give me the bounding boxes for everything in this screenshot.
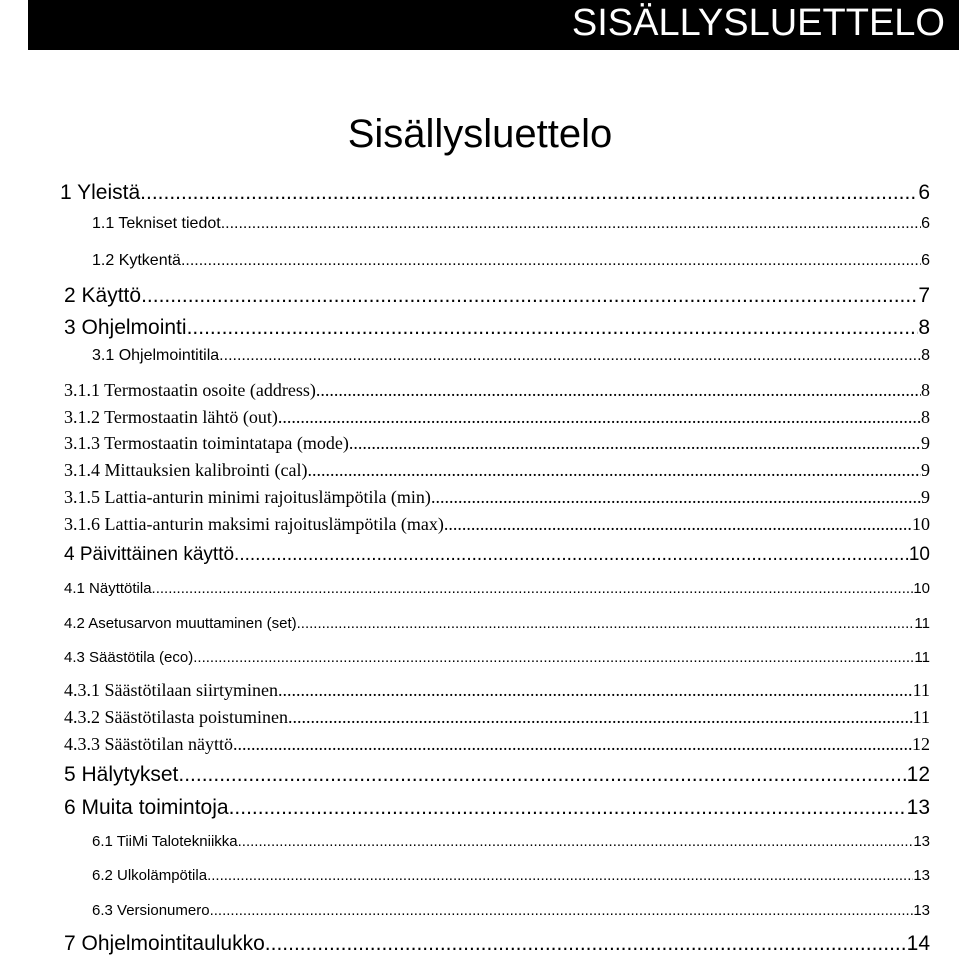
toc-entry-page: 9	[921, 487, 930, 507]
toc-entry[interactable]	[64, 931, 930, 957]
toc-entry-page: 11	[912, 680, 930, 700]
toc-entry[interactable]	[64, 613, 930, 635]
toc-entry-label: 3.1.3 Termostaatin toimintatapa (mode)	[64, 433, 349, 453]
toc-entry-page: 6	[921, 215, 930, 232]
toc-entry[interactable]	[92, 865, 930, 887]
toc-entry[interactable]	[92, 900, 930, 922]
toc-entry-page: 13	[913, 902, 930, 919]
toc-leader-dots	[229, 795, 907, 821]
toc-entry-page: 10	[913, 580, 930, 597]
toc-entry-label: 6 Muita toimintoja	[64, 796, 229, 819]
toc-entry-page: 11	[912, 707, 930, 727]
toc-entry-label: 3.1.1 Termostaatin osoite (address)	[64, 380, 316, 400]
toc-entry-page: 8	[921, 347, 930, 364]
toc-entry[interactable]	[64, 647, 930, 669]
toc-entry-page: 6	[918, 181, 930, 204]
toc-leader-dots	[316, 379, 921, 401]
toc-leader-dots	[207, 865, 913, 887]
toc-entry-page: 6	[921, 252, 930, 269]
toc-entry-label: 4 Päivittäinen käyttö	[64, 544, 235, 565]
toc-leader-dots	[278, 679, 913, 701]
toc-entry[interactable]	[92, 345, 930, 367]
toc-entry-page: 14	[906, 932, 930, 955]
toc-entry[interactable]	[64, 733, 930, 755]
toc-entry-page: 9	[921, 433, 930, 453]
toc-entry-label: 4.3.1 Säästötilaan siirtyminen	[64, 680, 278, 700]
toc-leader-dots	[431, 486, 921, 508]
toc-entry-label: 4.2 Asetusarvon muuttaminen (set)	[64, 615, 297, 632]
toc-leader-dots	[140, 180, 918, 206]
toc-entry[interactable]	[64, 578, 930, 600]
toc-entry-label: 3.1.5 Lattia-anturin minimi rajoituslämpötila (min)	[64, 487, 431, 507]
toc-entry-label: 4.1 Näyttötila	[64, 580, 152, 597]
toc-leader-dots	[297, 613, 915, 635]
toc-entry-page: 8	[921, 407, 930, 427]
toc-entry-label: 2 Käyttö	[64, 284, 142, 307]
toc-entry-page: 10	[908, 544, 930, 565]
toc-entry-page: 8	[918, 316, 930, 339]
toc-entry-label: 4.3.2 Säästötilasta poistuminen	[64, 707, 288, 727]
toc-leader-dots	[152, 578, 914, 600]
toc-entry[interactable]	[64, 315, 930, 341]
toc-entry-label: 1 Yleistä	[60, 181, 141, 204]
toc-leader-dots	[444, 513, 912, 535]
toc-leader-dots	[349, 432, 921, 454]
toc-entry[interactable]	[92, 250, 930, 272]
toc-leader-dots	[278, 406, 921, 428]
toc-entry[interactable]	[64, 283, 930, 309]
toc-entry[interactable]	[64, 406, 930, 428]
toc-entry[interactable]	[92, 831, 930, 853]
toc-entry-page: 13	[913, 867, 930, 884]
toc-entry-label: 3.1 Ohjelmointitila	[92, 347, 220, 364]
toc-entry-label: 3 Ohjelmointi	[64, 316, 187, 339]
toc-entry-page: 11	[914, 615, 930, 632]
toc-leader-dots	[265, 931, 907, 957]
toc-entry[interactable]	[64, 795, 930, 821]
toc-entry-page: 8	[921, 380, 930, 400]
toc-leader-dots	[307, 459, 921, 481]
toc-leader-dots	[193, 647, 914, 669]
toc-entry-label: 6.3 Versionumero	[92, 902, 210, 919]
toc-leader-dots	[288, 706, 913, 728]
toc-entry-page: 10	[912, 514, 930, 534]
toc-leader-dots	[233, 733, 912, 755]
toc-entry[interactable]	[64, 432, 930, 454]
toc-entry-label: 5 Hälytykset	[64, 763, 179, 786]
toc-entry[interactable]	[64, 706, 930, 728]
toc-entry-label: 1.1 Tekniset tiedot	[92, 215, 221, 232]
toc-leader-dots	[210, 900, 914, 922]
toc-leader-dots	[178, 762, 906, 788]
toc-entry[interactable]	[64, 486, 930, 508]
toc-entry-page: 9	[921, 460, 930, 480]
toc-entry-page: 7	[918, 284, 930, 307]
toc-entry-page: 11	[914, 649, 930, 666]
header-title: SISÄLLYSLUETTELO	[571, 2, 945, 44]
toc-leader-dots	[219, 345, 921, 367]
toc-entry-label: 4.3 Säästötila (eco)	[64, 649, 194, 666]
toc-entry-label: 4.3.3 Säästötilan näyttö	[64, 734, 233, 754]
toc-entry-label: 3.1.2 Termostaatin lähtö (out)	[64, 407, 278, 427]
toc-entry[interactable]	[64, 679, 930, 701]
toc-entry-label: 3.1.6 Lattia-anturin maksimi rajoituslämpötila (max)	[64, 514, 444, 534]
page-title: Sisällysluettelo	[347, 112, 613, 156]
toc-entry-label: 3.1.4 Mittauksien kalibrointi (cal)	[64, 460, 308, 480]
toc-leader-dots	[181, 250, 921, 272]
toc-entry-page: 12	[906, 763, 930, 786]
toc-leader-dots	[238, 831, 914, 853]
toc-entry[interactable]	[64, 459, 930, 481]
toc-entry-label: 6.2 Ulkolämpötila	[92, 867, 208, 884]
toc-entry-page: 13	[913, 833, 930, 850]
toc-entry[interactable]	[92, 213, 930, 235]
toc-leader-dots	[234, 543, 909, 567]
toc-entry-label: 1.2 Kytkentä	[92, 252, 181, 269]
toc-leader-dots	[141, 283, 918, 309]
toc-entry-page: 12	[912, 734, 930, 754]
toc-leader-dots	[187, 315, 919, 341]
toc-entry[interactable]	[64, 513, 930, 535]
toc-entry-label: 7 Ohjelmointitaulukko	[64, 932, 265, 955]
toc-entry[interactable]	[64, 762, 930, 788]
toc-entry-page: 13	[906, 796, 930, 819]
toc-entry[interactable]	[60, 180, 930, 206]
toc-entry[interactable]	[64, 379, 930, 401]
toc-entry-label: 6.1 TiiMi Talotekniikka	[92, 833, 238, 850]
toc-entry[interactable]	[64, 543, 930, 567]
toc-leader-dots	[221, 213, 921, 235]
